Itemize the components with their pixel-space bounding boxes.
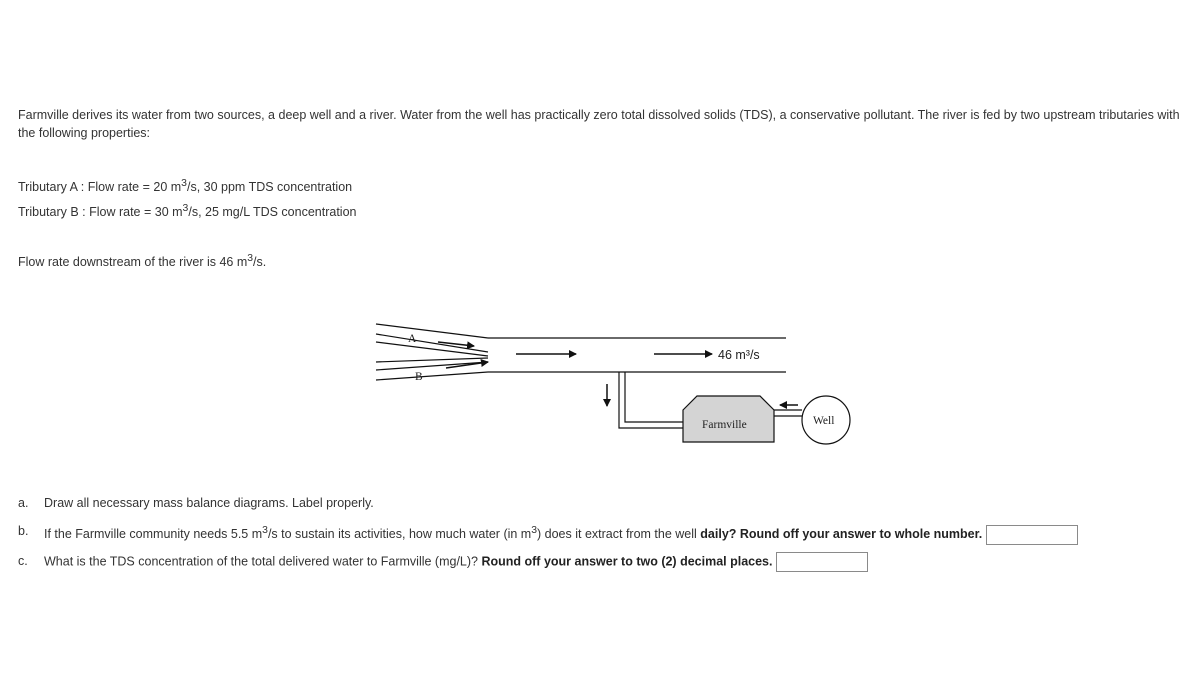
intake-pipe — [625, 372, 683, 422]
superscript: 3 — [247, 253, 254, 264]
downstream-text: Flow rate downstream of the river is 46 m — [18, 255, 248, 270]
question-text — [44, 522, 1078, 545]
question-text — [44, 552, 868, 572]
superscript: 3 — [262, 525, 268, 536]
river-top-bank — [376, 324, 488, 338]
question-letter: a. — [18, 496, 29, 510]
tributary-b-line — [18, 200, 356, 221]
question-text-part: /s to sustain its activities, how much water (in m — [267, 527, 532, 542]
answer-input-b[interactable] — [986, 525, 1078, 545]
intake-pipe — [619, 372, 683, 428]
superscript: 3 — [182, 203, 189, 214]
river-bottom-bank — [376, 372, 488, 380]
tributary-b-tds: /s, 25 mg/L TDS concentration — [188, 205, 357, 220]
tributary-b-label: Tributary B — [18, 205, 79, 220]
tributary-a-tds: /s, 30 ppm TDS concentration — [186, 180, 353, 195]
tributary-b-line — [376, 358, 488, 362]
answer-input-c[interactable] — [776, 552, 868, 572]
tributary-a-flow: Flow rate = 20 m — [87, 180, 182, 195]
farmville-label: Farmville — [702, 419, 747, 431]
question-text: Draw all necessary mass balance diagrams. Label properly. — [44, 496, 374, 510]
question-text-part: What is the TDS concentration of the total delivered water to Farmville (mg/L)? — [44, 554, 482, 569]
question-letter: c. — [18, 554, 28, 568]
well-label: Well — [813, 415, 835, 427]
tributary-b-flow: Flow rate = 30 m — [89, 205, 183, 220]
superscript: 3 — [531, 525, 538, 536]
river-flow-diagram — [370, 318, 860, 448]
question-text-part: ) does it extract from the well — [537, 527, 701, 542]
question-text-part: If the Farmville community needs 5.5 m — [44, 527, 263, 542]
tributary-b-label: B — [415, 371, 423, 383]
question-emphasis: Round off your answer to two (2) decimal places. — [481, 554, 773, 569]
separator: : — [77, 180, 88, 195]
downstream-unit: /s. — [253, 255, 267, 270]
downstream-flow-line — [18, 250, 266, 271]
tributary-a-label: Tributary A — [18, 180, 78, 195]
tributary-a-label: A — [408, 333, 417, 345]
separator: : — [78, 205, 90, 220]
superscript: 3 — [181, 178, 187, 189]
tributary-a-line — [18, 175, 352, 196]
question-letter: b. — [18, 524, 29, 538]
downstream-flow-label: 46 m³/s — [718, 348, 760, 362]
question-emphasis: daily? Round off your answer to whole number. — [700, 527, 983, 542]
problem-intro: Farmville derives its water from two sources, a deep well and a river. Water from the well has practically zero total dissolved solids (TDS), a conservative pollutant. The river is fed by two upstream tributaries with the following properties: — [18, 108, 1180, 140]
tributary-b-line — [376, 362, 488, 370]
